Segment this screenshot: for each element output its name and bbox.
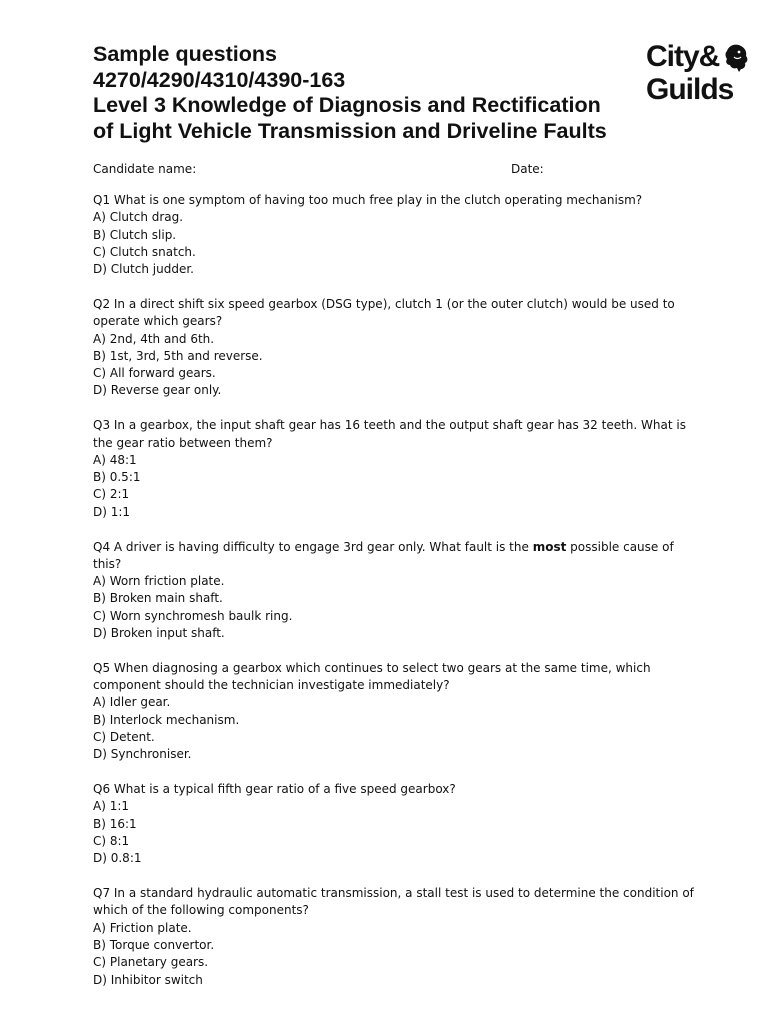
answer-option: A) Clutch drag. bbox=[93, 210, 184, 225]
title-line: Sample questions bbox=[93, 42, 277, 66]
candidate-name-label: Candidate name: bbox=[93, 162, 197, 176]
question-stem: Q7 In a standard hydraulic automatic transmission, a stall test is used to determine the condition of which of the following components? bbox=[93, 886, 694, 918]
answer-option: D) 0.8:1 bbox=[93, 851, 142, 866]
answer-option: D) Clutch judder. bbox=[93, 262, 194, 277]
answer-option: B) 0.5:1 bbox=[93, 470, 141, 485]
logo-line-2: Guilds bbox=[646, 73, 734, 106]
lion-icon bbox=[724, 43, 750, 73]
answer-option: D) 1:1 bbox=[93, 504, 131, 519]
question-stem: Q6 What is a typical fifth gear ratio of a five speed gearbox? bbox=[93, 782, 456, 797]
answer-option: C) Detent. bbox=[93, 730, 155, 745]
answer-option: A) Friction plate. bbox=[93, 920, 192, 935]
title-line: of Light Vehicle Transmission and Driveline Faults bbox=[93, 118, 607, 143]
stem-text: Q4 A driver is having difficulty to engage 3rd gear only. What fault is the bbox=[93, 539, 533, 554]
stem-emphasis: most bbox=[532, 539, 567, 554]
answer-option: D) Synchroniser. bbox=[93, 747, 192, 762]
answer-option: B) 16:1 bbox=[93, 816, 137, 831]
answer-option: B) 1st, 3rd, 5th and reverse. bbox=[93, 348, 263, 363]
question-stem: Q1 What is one symptom of having too much free play in the clutch operating mechanism? bbox=[93, 193, 643, 207]
question-2 bbox=[93, 296, 698, 400]
question-stem: Q2 In a direct shift six speed gearbox (DSG type), clutch 1 (or the outer clutch) would be used to operate which gears? bbox=[93, 296, 675, 329]
page-title bbox=[93, 42, 653, 144]
answer-option: A) Idler gear. bbox=[93, 695, 171, 710]
question-5 bbox=[93, 660, 698, 764]
question-stem: Q5 When diagnosing a gearbox which continues to select two gears at the same time, which component should the technician investigate immediately? bbox=[93, 660, 651, 693]
question-4 bbox=[93, 539, 698, 643]
question-list bbox=[93, 192, 698, 1006]
question-stem bbox=[93, 539, 698, 574]
logo-line-1: City& bbox=[646, 40, 720, 73]
city-guilds-logo bbox=[646, 41, 750, 107]
answer-option: B) Torque convertor. bbox=[93, 937, 215, 952]
answer-option: C) Planetary gears. bbox=[93, 955, 209, 970]
answer-option: A) Worn friction plate. bbox=[93, 574, 225, 589]
answer-option: C) 8:1 bbox=[93, 834, 130, 848]
title-line: 4270/4290/4310/4390-163 bbox=[93, 67, 346, 92]
title-line: Level 3 Knowledge of Diagnosis and Rectification bbox=[93, 93, 601, 117]
answer-option: C) 2:1 bbox=[93, 487, 130, 502]
answer-option: C) All forward gears. bbox=[93, 366, 216, 381]
question-7 bbox=[93, 885, 698, 989]
answer-option: D) Reverse gear only. bbox=[93, 383, 222, 398]
answer-option: D) Broken input shaft. bbox=[93, 626, 225, 641]
date-label: Date: bbox=[511, 162, 544, 176]
answer-option: B) Broken main shaft. bbox=[93, 591, 223, 606]
answer-option: A) 2nd, 4th and 6th. bbox=[93, 331, 215, 346]
answer-option: C) Clutch snatch. bbox=[93, 244, 196, 259]
candidate-details bbox=[93, 160, 693, 178]
question-1 bbox=[93, 192, 698, 278]
answer-option: B) Clutch slip. bbox=[93, 227, 177, 242]
stem-text: possible cause of this? bbox=[93, 539, 674, 571]
answer-option: B) Interlock mechanism. bbox=[93, 712, 240, 727]
answer-option: A) 1:1 bbox=[93, 799, 130, 814]
answer-option: A) 48:1 bbox=[93, 452, 137, 467]
answer-option: D) Inhibitor switch bbox=[93, 972, 203, 987]
question-3 bbox=[93, 417, 698, 521]
answer-option: C) Worn synchromesh baulk ring. bbox=[93, 608, 293, 623]
question-6 bbox=[93, 781, 698, 867]
question-stem: Q3 In a gearbox, the input shaft gear has 16 teeth and the output shaft gear has 32 teeth. What is the gear ratio between them? bbox=[93, 418, 686, 450]
